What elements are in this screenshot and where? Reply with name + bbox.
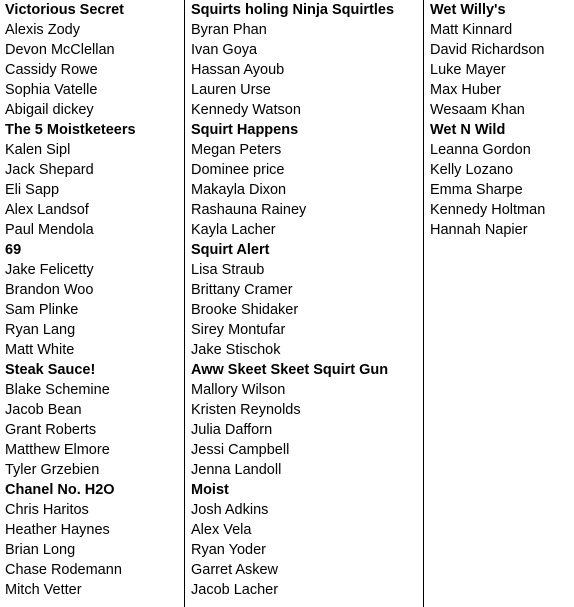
member-name: Kennedy Watson: [191, 102, 301, 118]
member-name: Sophia Vatelle: [5, 82, 98, 98]
member-name: Kristen Reynolds: [191, 402, 301, 418]
team-name: Wet N Wild: [430, 122, 506, 138]
member-name: Julia Dafforn: [191, 422, 273, 438]
member-name: Jack Shepard: [5, 162, 94, 178]
member-name: Ryan Lang: [5, 322, 76, 338]
member-name: Ivan Goya: [191, 42, 258, 58]
member-name: Sirey Montufar: [191, 322, 286, 338]
member-name: Chase Rodemann: [5, 562, 122, 578]
member-name: Jake Stischok: [191, 342, 281, 358]
member-name: Brian Long: [5, 542, 76, 558]
member-name: Luke Mayer: [430, 62, 506, 78]
member-name: Kayla Lacher: [191, 222, 276, 238]
member-name: Hassan Ayoub: [191, 62, 285, 78]
team-name: The 5 Moistketeers: [5, 122, 136, 138]
member-name: Rashauna Rainey: [191, 202, 307, 218]
member-name: Alexis Zody: [5, 22, 80, 38]
member-name: Hannah Napier: [430, 222, 528, 238]
member-name: Garret Askew: [191, 562, 279, 578]
team-name: Squirts holing Ninja Squirtles: [191, 2, 395, 18]
member-name: Jacob Bean: [5, 402, 82, 418]
member-name: Jake Felicetty: [5, 262, 94, 278]
member-name: Max Huber: [430, 82, 501, 98]
member-name: Grant Roberts: [5, 422, 97, 438]
member-name: Cassidy Rowe: [5, 62, 98, 78]
team-name: Chanel No. H2O: [5, 482, 115, 498]
member-name: Mitch Vetter: [5, 582, 82, 598]
member-name: Byran Phan: [191, 22, 267, 38]
member-name: Brittany Cramer: [191, 282, 293, 298]
member-name: Jessi Campbell: [191, 442, 290, 458]
team-name: Victorious Secret: [5, 2, 125, 18]
member-name: Heather Haynes: [5, 522, 110, 538]
team-name: Moist: [191, 482, 229, 498]
team-name: Squirt Happens: [191, 122, 299, 138]
roster-column-3: [423, 0, 574, 607]
team-name: 69: [5, 242, 22, 258]
member-name: Tyler Grzebien: [5, 462, 100, 478]
member-name: Megan Peters: [191, 142, 282, 158]
member-name: Kalen Sipl: [5, 142, 71, 158]
member-name: Chris Haritos: [5, 502, 89, 518]
member-name: Kennedy Holtman: [430, 202, 546, 218]
roster-column-2: [184, 0, 423, 607]
member-name: Brooke Shidaker: [191, 302, 299, 318]
member-name: Paul Mendola: [5, 222, 94, 238]
team-name: Wet Willy's: [430, 2, 506, 18]
member-name: Lisa Straub: [191, 262, 265, 278]
member-name: Matt Kinnard: [430, 22, 513, 38]
member-name: Josh Adkins: [191, 502, 269, 518]
team-name: Aww Skeet Skeet Squirt Gun: [191, 362, 389, 378]
member-name: Dominee price: [191, 162, 285, 178]
member-name: Jacob Lacher: [191, 582, 279, 598]
team-name: Squirt Alert: [191, 242, 270, 258]
member-name: Wesaam Khan: [430, 102, 525, 118]
member-name: David Richardson: [430, 42, 545, 58]
member-name: Matthew Elmore: [5, 442, 110, 458]
member-name: Emma Sharpe: [430, 182, 523, 198]
roster-column-1: [0, 0, 183, 607]
member-name: Lauren Urse: [191, 82, 271, 98]
member-name: Jenna Landoll: [191, 462, 282, 478]
member-name: Makayla Dixon: [191, 182, 287, 198]
member-name: Mallory Wilson: [191, 382, 286, 398]
member-name: Devon McClellan: [5, 42, 115, 58]
member-name: Sam Plinke: [5, 302, 79, 318]
team-name: Steak Sauce!: [5, 362, 96, 378]
member-name: Brandon Woo: [5, 282, 94, 298]
member-name: Alex Landsof: [5, 202, 89, 218]
member-name: Leanna Gordon: [430, 142, 531, 158]
member-name: Ryan Yoder: [191, 542, 266, 558]
member-name: Matt White: [5, 342, 75, 358]
member-name: Blake Schemine: [5, 382, 110, 398]
member-name: Abigail dickey: [5, 102, 94, 118]
member-name: Kelly Lozano: [430, 162, 514, 178]
member-name: Eli Sapp: [5, 182, 60, 198]
member-name: Alex Vela: [191, 522, 252, 538]
